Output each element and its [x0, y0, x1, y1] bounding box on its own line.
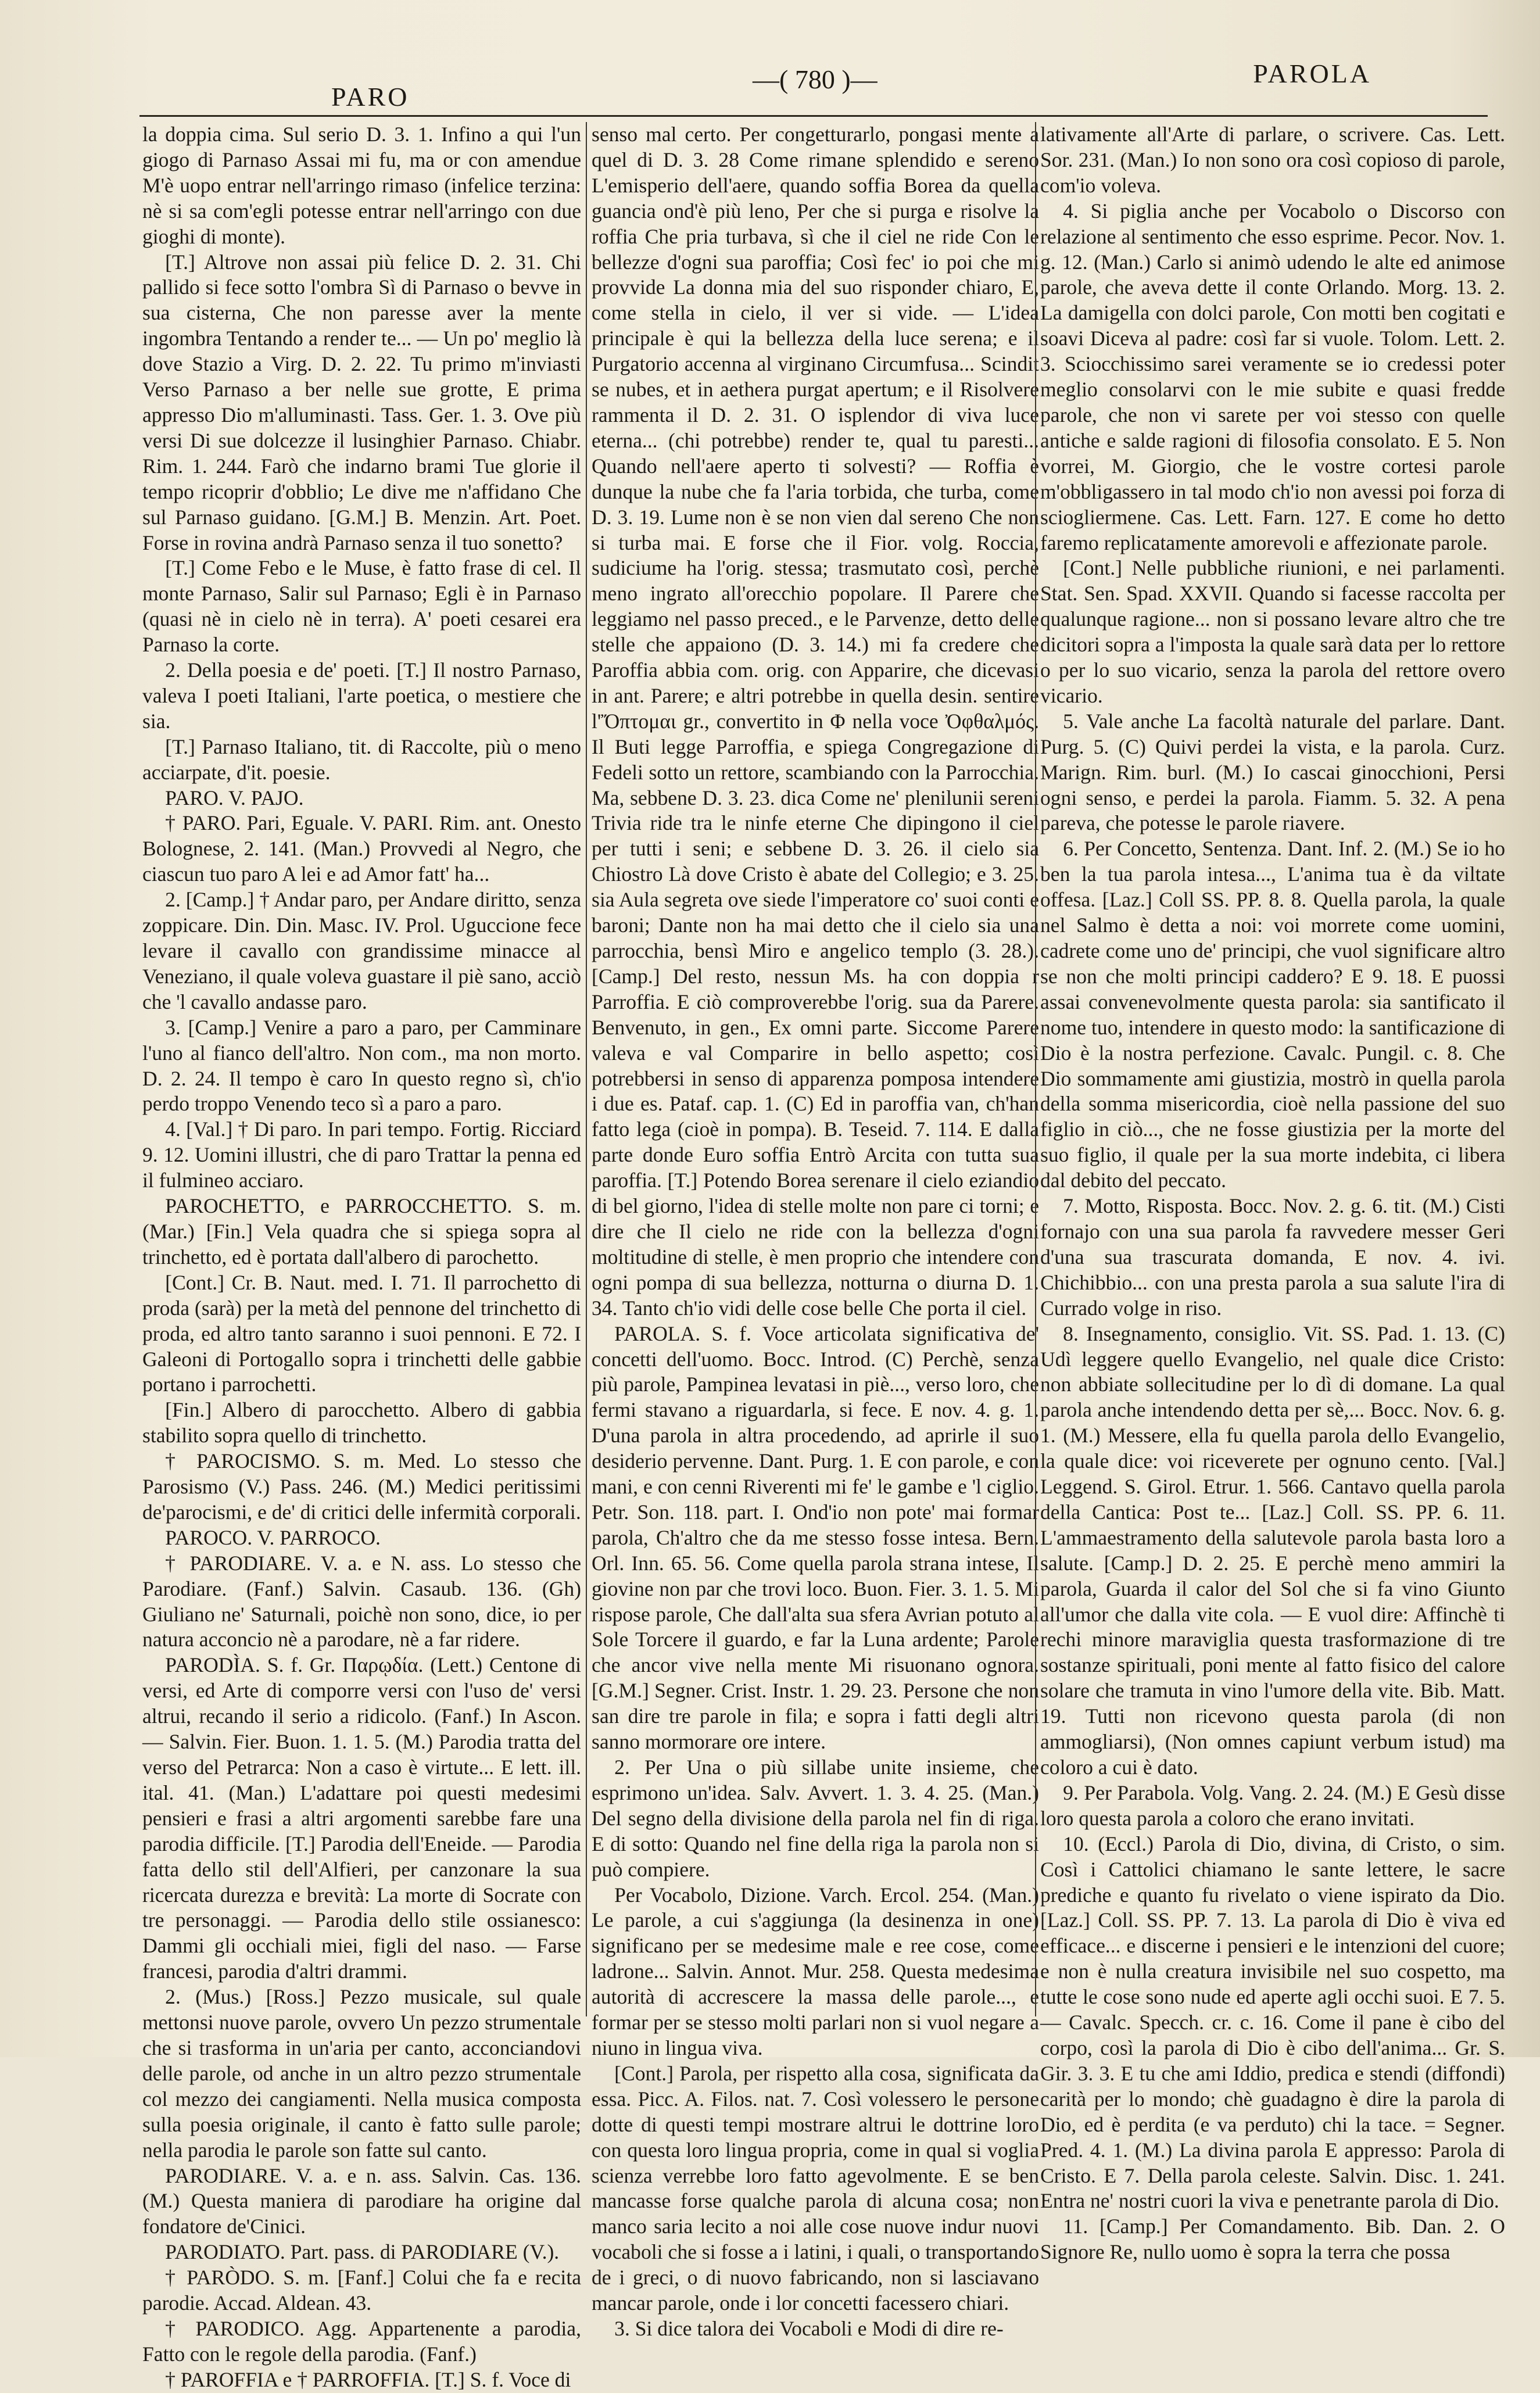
right-running-head: PAROLA [1253, 59, 1371, 88]
dictionary-paragraph: PAROCHETTO, e PARROCCHETTO. S. m. (Mar.) [Fin.] Vela quadra che si spiega sopra al trinchetto, ed è portata dall'albero di parochetto. [142, 1194, 581, 1269]
dictionary-paragraph: 2. [Camp.] † Andar paro, per Andare diritto, senza zoppicare. Din. Din. Masc. IV. Prol. Uguccione fece levare il cavallo con grandissime minacce al Veneziano, il quale voleva guastare il piè sano, acciò che 'l cavallo andasse paro. [142, 888, 581, 1013]
dictionary-paragraph: 7. Motto, Risposta. Bocc. Nov. 2. g. 6. tit. (M.) Cisti fornajo con una sua parola fa ravvedere messer Geri d'una sua trascurata domanda, E nov. 4. ivi. Chichibbio... con una presta parola a sua salute l'ira di Currado volge in riso. [1040, 1194, 1505, 1320]
dictionary-paragraph: Per Vocabolo, Dizione. Varch. Ercol. 254. (Man.) Le parole, a cui s'aggiunga (la desinenza in one) significano per se medesime male e ree cose, come ladrone... Salvin. Annot. Mur. 258. Questa medesima autorità di accrescere la massa delle parole..., e formar per se stesso molti parlari non si vuol negare a niuno in lingua viva. [592, 1883, 1039, 2059]
column-middle [592, 122, 1039, 2340]
dictionary-paragraph: 8. Insegnamento, consiglio. Vit. SS. Pad. 1. 13. (C) Udì leggere quello Evangelio, nel quale dice Cristo: non abbiate sollecitudine per lo dì di domane. La qual parola anche intendendo detta per sè,... Bocc. Nov. 6. g. 1. (M.) Messere, ella fu quella parola dello Evangelio, la quale dice: voi riceverete per ognuno cento. [Val.] Leggend. S. Girol. Etrur. 1. 566. Cantavo quella parola della Cantica: Post te... [Laz.] Coll. SS. PP. 6. 11. L'ammaestramento della salutevole parola basta loro a salute. [Camp.] D. 2. 25. E perchè meno ammiri la parola, Guarda il calor del Sol che si fa vino Giunto all'umor che dalla vite cola. — E vuol dire: Affinchè ti rechi minore maraviglia questa trasformazione di tre sostanze spirituali, poni mente al fatto fisico del calore solare che tramuta in vino l'umore della vite. Bib. Matt. 19. Tutti non ricevono questa parola (di non ammogliarsi), (Non omnes capiunt verbum istud) ma coloro a cui è dato. [1040, 1321, 1505, 1779]
header-rule [139, 115, 1488, 117]
dictionary-paragraph: † PARO. Pari, Eguale. V. PARI. Rim. ant. Onesto Bolognese, 2. 141. (Man.) Provvedi al Negro, che ciascun tuo paro A lei e ad Amor fatt' ha... [142, 811, 581, 886]
dictionary-paragraph: 3. Si dice talora dei Vocaboli e Modi di dire re- [614, 2316, 1004, 2340]
dictionary-paragraph: 3. [Camp.] Venire a paro a paro, per Camminare l'uno al fianco dell'altro. Non com., ma non morto. D. 2. 24. Il tempo è caro In questo regno sì, ch'io perdo troppo Venendo teco sì a paro a paro. [142, 1015, 581, 1116]
dictionary-paragraph: 9. Per Parabola. Volg. Vang. 2. 24. (M.) E Gesù disse loro questa parola a coloro che erano invitati. [1040, 1781, 1505, 1830]
dictionary-paragraph: 10. (Eccl.) Parola di Dio, divina, di Cristo, o sim. Così i Cattolici chiamano le sante lettere, le sacre prediche e quanto fu rivelato o viene ispirato da Dio. [Laz.] Coll. SS. PP. 7. 13. La parola di Dio è viva ed efficace... e discerne i pensieri e le intenzioni del cuore; e non è nulla creatura invisibile nel suo cospetto, ma tutte le cose sono nude ed aperte agli occhi suoi. E 7. 5. — Cavalc. Specch. cr. c. 16. Come il pane è cibo del corpo, così la parola di Dio è cibo dell'anima... Gr. S. Gir. 3. 3. E tu che ami Iddio, predica e stendi (diffondi) carità per lo mondo; chè guadagno è dire la parola di Dio, ed è perdita (e va perduto) chi la tace. = Segner. Pred. 4. 1. (M.) La divina parola E appresso: Parola di Cristo. E 7. Della parola celeste. Salvin. Disc. 1. 241. Entra ne' nostri cuori la viva e penetrante parola di Dio. [1040, 1832, 1505, 2213]
dictionary-paragraph: PARODÌA. S. f. Gr. Παρῳδία. (Lett.) Centone di versi, ed Arte di comporre versi con l'uso de' versi altrui, recando il serio a ridicolo. (Fanf.) In Ascon. — Salvin. Fier. Buon. 1. 1. 5. (M.) Parodia tratta del verso del Petrarca: Non a caso è virtute... E lett. ill. ital. 41. (Man.) L'adattare poi questi medesimi pensieri e frasi a altri argomenti sarebbe fare una parodia difficile. [T.] Parodia dell'Eneide. — Parodia fatta dello stil dell'Alfieri, per canzonare la sua ricercata durezza e brevità: La morte di Socrate con tre personaggi. — Parodia dello stile ossianesco: Dammi gli occhiali miei, figli del naso. — Farse francesi, parodia d'altri drammi. [142, 1653, 581, 1983]
page-number: —( 780 )— [753, 65, 878, 94]
dictionary-paragraph: PARODIARE. V. a. e n. ass. Salvin. Cas. 136. (M.) Questa maniera di parodiare ha origine dal fondatore de'Cinici. [142, 2163, 581, 2238]
column-divider [1035, 122, 1036, 2016]
dictionary-paragraph: 5. Vale anche La facoltà naturale del parlare. Dant. Purg. 5. (C) Quivi perdei la vista, e la parola. Curz. Marign. Rim. burl. (M.) Io cascai ginocchioni, Persi ogni senso, e perdei la parola. Fiamm. 5. 32. A pena pareva, che potesse le parole riavere. [1040, 709, 1505, 835]
column-divider [586, 122, 587, 2016]
dictionary-paragraph: 2. Della poesia e de' poeti. [T.] Il nostro Parnaso, valeva I poeti Italiani, l'arte poetica, o mestiere che sia. [142, 658, 581, 733]
dictionary-paragraph: † PARODIARE. V. a. e N. ass. Lo stesso che Parodiare. (Fanf.) Salvin. Casaub. 136. (Gh) Giuliano ne' Saturnali, poichè non sono, dice, io per natura acconcio nè a parodare, nè a far ridere. [142, 1551, 581, 1652]
dictionary-paragraph: [T.] Come Febo e le Muse, è fatto frase di cel. Il monte Parnaso, Salir sul Parnaso; Egli è in Parnaso (quasi nè in cielo nè in terra). A' poeti cesarei era Parnaso la corte. [142, 556, 581, 657]
dictionary-paragraph: † PARÒDO. S. m. [Fanf.] Colui che fa e recita parodie. Accad. Aldean. 43. [142, 2266, 581, 2315]
dictionary-paragraph: † PAROFFIA e † PARROFFIA. [T.] S. f. Voce di [165, 2367, 571, 2391]
dictionary-paragraph: [Cont.] Parola, per rispetto alla cosa, significata da essa. Picc. A. Filos. nat. 7. Così volessero le persone dotte di questi tempi mostrare altrui le dottrine loro con questa loro lingua propria, come in qual si voglia scienza verrebbe loro fatto agevolmente. E se ben mancasse forse qualche parola di alcuna cosa; non manco saria lecito a noi alle cose nuove indur nuovi vocaboli che si fosse a i latini, i quali, o transportando de i greci, o di nuovo fabricando, non si lasciavano mancar parole, onde i lor concetti facessero chiari. [592, 2061, 1039, 2315]
dictionary-paragraph: PAROCO. V. PARROCO. [165, 1525, 381, 1549]
dictionary-paragraph: lativamente all'Arte di parlare, o scrivere. Cas. Lett. Sor. 231. (Man.) Io non sono ora così copioso di parole, com'io voleva. [1040, 123, 1505, 197]
dictionary-paragraph: [Cont.] Cr. B. Naut. med. I. 71. Il parrochetto di proda (sarà) per la metà del pennone del trinchetto di proda, ed altro tanto saranno i suoi pennoni. E 72. I Galeoni di Portogallo sopra i trinchetti delle gabbie portano i parrochetti. [142, 1270, 581, 1396]
dictionary-paragraph: 2. (Mus.) [Ross.] Pezzo musicale, sul quale mettonsi nuove parole, ovvero Un pezzo strumentale che si trasforma in un'aria per canto, acconciandovi delle parole, od anche in un altro pezzo strumentale col mezzo dei cangiamenti. Nella musica composta sulla poesia originale, il canto è fatto sulle parole; nella parodia le parole son fatte sul canto. [142, 1985, 581, 2162]
dictionary-paragraph: PARO. V. PAJO. [165, 786, 304, 809]
dictionary-paragraph: † PARODICO. Agg. Appartenente a parodia, Fatto con le regole della parodia. (Fanf.) [142, 2316, 581, 2366]
dictionary-paragraph: 4. Si piglia anche per Vocabolo o Discorso con relazione al sentimento che esso esprime. Pecor. Nov. 1. g. 12. (Man.) Carlo si animò udendo le alte ed animose parole, che aveva dette il conte Orlando. Morg. 13. 2. La damigella con dolci parole, Con motti ben cogitati e soavi Diceva al padre: così far si vuole. Tolom. Lett. 2. 3. Sciocchissimo sarei veramente se io credessi poter meglio consolarvi con le mie subite e quasi fredde parole, che non vi sarete per voi stesso con quelle antiche e salde ragioni di filosofia consolato. E 5. Non vorrei, M. Giorgio, che le vostre cortesi parole m'obbligassero in tal modo ch'io non avessi poi forza di sciogliermene. Cas. Lett. Farn. 127. E come ho detto faremo replicatamente amorevoli e affezionate parole. [1040, 199, 1505, 554]
dictionary-paragraph: senso mal certo. Per congetturarlo, pongasi mente a quel di D. 3. 28 Come rimane splendido e sereno L'emisperio dell'aere, quando soffia Borea da quella guancia ond'è più leno, Per che si purga e risolve la roffia Che pria turbava, sì che il ciel ne ride Con le bellezze d'ogni sua paroffia; Così fec' io poi che mi provvide La donna mia del suo risponder chiaro, E, come stella in cielo, il ver si vide. — L'idea principale è qui la bellezza della luce serena; e il Purgatorio accenna al virginano Circumfusa... Scindit se nubes, et in aethera purgat apertum; e il Risolvere rammenta il D. 2. 31. O isplendor di viva luce eterna... (chi potrebbe) render te, qual tu paresti... Quando nell'aere aperto ti solvesti? — Roffia è dunque la nube che fa l'aria torbida, che turba, come D. 3. 19. Lume non è se non vien dal sereno Che non si turba mai. E forse che il Fior. volg. Roccia, sudiciume ha l'orig. stessa; trasmutato così, perchè meno ingrato all'orecchio popolare. Il Parere che leggiamo nel passo preced., e le Parvenze, detto delle stelle che appaiono (D. 3. 14.) mi fa credere che Paroffia abbia com. orig. con Apparire, che dicevasi in ant. Parere; e altri potrebbe in quella desin. sentire l'Ὄπτομαι gr., convertito in Φ nella voce Ὀφθαλμός. Il Buti legge Parroffia, e spiega Congregazione di Fedeli sotto un rettore, scambiando con la Parrocchia. Ma, sebbene D. 3. 23. dica Come ne' plenilunii sereni Trivia ride tra le ninfe eterne Che dipingono il ciel per tutti i seni; e sebbene D. 3. 26. il cielo sia Chiostro Là dove Cristo è abate del Collegio; e 3. 25. sia Aula segreta ove siede l'imperatore co' suoi conti e baroni; Dante non ha mai detto che il cielo sia una parrocchia, bensì Miro e angelico templo (3. 28.). [Camp.] Del resto, nessun Ms. ha con doppia r Parroffia. E ciò comproverebbe l'orig. sua da Parere. Benvenuto, in gen., Ex omni parte. Siccome Parere valeva e val Comparire in bello aspetto; così potrebbersi in senso di apparenza pomposa intendere i due es. Pataf. cap. 1. (C) Ed in paroffia van, ch'han fatto lega (cioè in pompa). B. Teseid. 7. 114. E dalla parte donde Euro soffia Entrò Arcita con tutta sua paroffia. [T.] Potendo Borea serenare il cielo eziandio di bel giorno, l'idea di stelle molte non pare ci torni; e dire che Il cielo ne ride con la bellezza d'ogni moltitudine di stelle, è men proprio che intendere con ogni pompa di sua bellezza, notturna o diurna D. 1. 34. Tanto ch'io vidi delle cose belle Che porta il ciel. [592, 123, 1039, 1320]
dictionary-paragraph: 2. Per Una o più sillabe unite insieme, che esprimono un'idea. Salv. Avvert. 1. 3. 4. 25. (Man.) Del segno della divisione della parola nel fin di riga. E di sotto: Quando nel fine della riga la parola non si può compiere. [592, 1756, 1039, 1881]
left-running-head: PARO [331, 82, 410, 112]
dictionary-paragraph: la doppia cima. Sul serio D. 3. 1. Infino a qui l'un giogo di Parnaso Assai mi fu, ma or con amendue M'è uopo entrar nell'arringo rimaso (infelice terzina: nè si sa com'egli potesse entrar nell'arringo con due gioghi di monte). [142, 123, 581, 248]
dictionary-paragraph: [Fin.] Albero di parocchetto. Albero di gabbia stabilito sopra quello di trinchetto. [142, 1398, 581, 1448]
dictionary-paragraph: 4. [Val.] † Di paro. In pari tempo. Fortig. Ricciard 9. 12. Uomini illustri, che di paro Trattar la penna ed il fulmineo acciaro. [142, 1117, 581, 1192]
column-right [1040, 122, 1505, 2264]
dictionary-paragraph: † PAROCISMO. S. m. Med. Lo stesso che Parosismo (V.) Pass. 246. (M.) Medici peritissimi de'parocismi, e de' di critici delle infermità corporali. [142, 1449, 581, 1524]
dictionary-paragraph: PARODIATO. Part. pass. di PARODIARE (V.). [165, 2240, 560, 2264]
dictionary-paragraph: 11. [Camp.] Per Comandamento. Bib. Dan. 2. O Signore Re, nullo uomo è sopra la terra che possa [1040, 2215, 1505, 2264]
dictionary-paragraph: [T.] Altrove non assai più felice D. 2. 31. Chi pallido si fece sotto l'ombra Sì di Parnaso o bevve in sua cisterna, Che non paresse aver la mente ingombra Tentando a render te... — Un po' meglio là dove Stazio a Virg. D. 2. 22. Tu primo m'inviasti Verso Parnaso a ber nelle sue grotte, E prima appresso Dio m'alluminasti. Tass. Ger. 1. 3. Ove più versi Di sue dolcezze il lusinghier Parnaso. Chiabr. Rim. 1. 244. Farò che indarno brami Tue glorie il tempo ricoprir d'obblio; Le dive me n'affidano Che sul Parnaso guidano. [G.M.] B. Menzin. Art. Poet. Forse in rovina andrà Parnaso senza il tuo sonetto? [142, 250, 581, 554]
column-left [142, 122, 581, 2391]
dictionary-paragraph: PAROLA. S. f. Voce articolata significativa de' concetti dell'uomo. Bocc. Introd. (C) Perchè, senza più parole, Pampinea levatasi in piè..., verso loro, che fermi stavano a riguardarla, si fece. E nov. 4. g. 1. D'una parola in altra procedendo, ad aprirle il suo desiderio pervenne. Dant. Purg. 1. E con parole, e con mani, e con cenni Riverenti mi fe' le gambe e 'l ciglio. Petr. Son. 118. part. I. Ond'io non pote' mai formar parola, Ch'altro che da me stesso fosse intesa. Bern. Orl. Inn. 65. 56. Come quella parola strana intese, Il giovine non par che trovi loco. Buon. Fier. 3. 1. 5. Mi rispose parole, Che dall'alta sua sfera Avrian potuto al Sole Torcere il guardo, e far la Luna ardente; Parole che ancor vive nella mente Mi risuonano ognora. [G.M.] Segner. Crist. Instr. 1. 29. 23. Persone che non san dire tre parole in fila; e sopra i fatti degli altri sanno mormorare ore intere. [592, 1321, 1039, 1754]
dictionary-paragraph: [T.] Parnaso Italiano, tit. di Raccolte, più o meno acciarpate, d'it. poesie. [142, 735, 581, 784]
page-header [134, 58, 1488, 122]
dictionary-paragraph: 6. Per Concetto, Sentenza. Dant. Inf. 2. (M.) Se io ho ben la tua parola intesa..., L'anima tua è da viltate offesa. [Laz.] Coll SS. PP. 8. 8. Quella parola, la quale nel Salmo è detta a noi: voi morrete come uomini, cadrete come uno de' principi, che vuol significare altro se non che molti principi caddero? E 9. 18. E puossi assai convenevolmente questa parola: sia santificato il nome tuo, intendere in questo modo: la santificazione di Dio è la nostra perfezione. Cavalc. Pungil. c. 8. Che Dio sommamente ami giustizia, mostrò in quella parola della somma misericordia, cioè nella passione del suo figlio in ciò..., che ne fosse giustizia per la morte del suo figlio, il quale per la sua morte indebita, ci libera dal debito del peccato. [1040, 837, 1505, 1192]
dictionary-paragraph: [Cont.] Nelle pubbliche riunioni, e nei parlamenti. Stat. Sen. Spad. XXVII. Quando si facesse raccolta per qualunque ragione... non si possano levare altro che tre dicitori sopra a l'imposta la quale sarà data per lo rettore o per lo suo vicario, senza la parola del rettore overo vicario. [1040, 556, 1505, 707]
